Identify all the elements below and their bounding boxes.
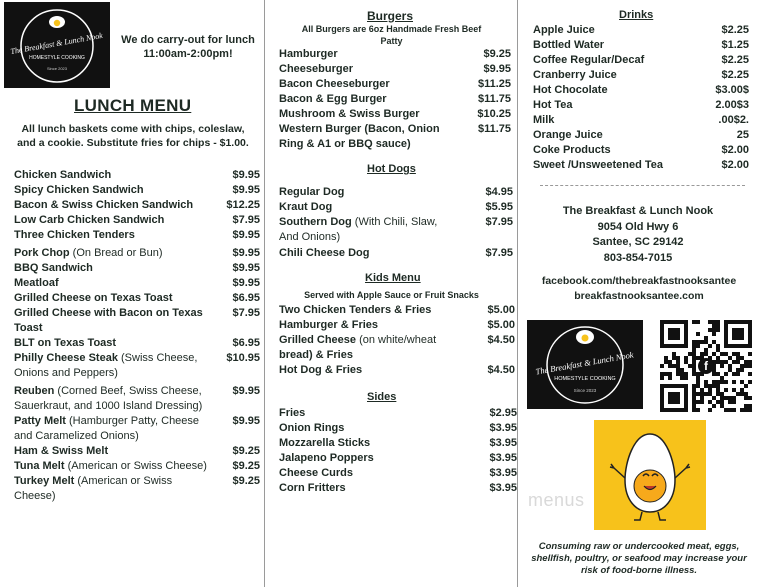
menu-item-name: Mushroom & Swiss Burger <box>279 108 420 120</box>
menu-item-name: Mozzarella Sticks <box>279 437 371 449</box>
menu-item <box>533 98 749 113</box>
menu-item <box>279 406 517 421</box>
menu-item-price: $1.25 <box>721 39 749 51</box>
menu-item-name: Regular Dog <box>279 186 345 198</box>
menu-item-name-cont: bread) & Fries <box>279 349 353 361</box>
menu-item-name: Hot Tea <box>533 99 573 111</box>
menu-item <box>533 143 749 158</box>
menu-item <box>14 336 260 351</box>
menu-item-name: Onion Rings <box>279 422 345 434</box>
menu-item-name: Bacon & Swiss Chicken Sandwich <box>14 199 194 211</box>
menu-item <box>14 459 260 474</box>
restaurant-logo-large <box>527 320 643 409</box>
menu-item-name-cont: Toast <box>14 322 43 334</box>
address-line2: Santee, SC 29142 <box>592 236 684 248</box>
menu-item-price: $9.25 <box>232 475 260 487</box>
menu-item-price: $2.00 <box>721 144 749 156</box>
menu-item-name: Cranberry Juice <box>533 69 617 81</box>
menu-item-price: $10.25 <box>477 108 511 120</box>
menu-item-note: (American or Swiss Cheese) <box>67 460 207 472</box>
menu-item <box>279 481 517 496</box>
intro-line1: All lunch baskets come with chips, coleslaw, <box>21 123 245 135</box>
menu-item <box>279 466 517 481</box>
menu-item <box>14 444 260 459</box>
logo-large-since-text: Since 2023 <box>573 388 597 393</box>
menu-item <box>14 228 260 243</box>
menu-item-price: $6.95 <box>232 292 260 304</box>
disclaimer-line2: shellfish, poultry, or seafood may increase your <box>531 553 747 564</box>
menu-item-price: $9.95 <box>232 169 260 181</box>
menu-item <box>14 198 260 213</box>
menu-item-name: Pork Chop <box>14 247 73 259</box>
menu-item <box>279 215 513 245</box>
menu-item <box>279 436 517 451</box>
menu-item-name: Grilled Cheese on Texas Toast <box>14 292 173 304</box>
food-safety-disclaimer <box>518 541 760 577</box>
menu-item <box>279 318 515 333</box>
menu-item-name: Three Chicken Tenders <box>14 229 135 241</box>
menu-item <box>279 92 511 107</box>
menu-item <box>533 113 749 128</box>
menu-item-name: Philly Cheese Steak <box>14 352 121 364</box>
menu-item-price: $9.95 <box>483 63 511 75</box>
menu-item-price: $12.25 <box>226 199 260 211</box>
menu-item-price: $5.00 <box>487 304 515 316</box>
menu-item-note: (On Bread or Bun) <box>72 247 163 259</box>
menu-item-price: $4.50 <box>487 364 515 376</box>
menu-item <box>279 200 513 215</box>
menu-item-price: $11.25 <box>477 78 511 90</box>
menu-item-name: Kraut Dog <box>279 201 333 213</box>
menu-item-price: $11.75 <box>477 93 511 105</box>
menu-item-price: $7.95 <box>485 216 513 228</box>
menu-item <box>14 261 260 276</box>
business-info <box>518 204 758 266</box>
menu-item <box>279 107 511 122</box>
menu-item-price: $10.95 <box>226 352 260 364</box>
menu-item-price: $9.25 <box>483 48 511 60</box>
kids-subtitle: Served with Apple Sauce or Fruit Snacks <box>304 290 479 300</box>
menu-item-price: $2.25 <box>721 54 749 66</box>
menu-item <box>279 451 517 466</box>
menu-item-name: BBQ Sandwich <box>14 262 93 274</box>
logo-large-script-text: The Breakfast & Lunch Nook <box>534 349 635 377</box>
menu-item-name: Hot Chocolate <box>533 84 608 96</box>
menu-item-price: $4.95 <box>485 186 513 198</box>
menu-item-price: $9.95 <box>232 277 260 289</box>
menu-item-price: $9.95 <box>232 184 260 196</box>
disclaimer-line3: risk of food-borne illness. <box>580 565 698 576</box>
menu-item-price: $2.25 <box>721 24 749 36</box>
menu-item-name: Apple Juice <box>533 24 595 36</box>
menu-item-price: $9.95 <box>232 229 260 241</box>
logo-sub-text: HOMESTYLE COOKING <box>29 55 85 61</box>
menu-item <box>14 213 260 228</box>
menu-item-price: $5.00 <box>487 319 515 331</box>
disclaimer-line1: Consuming raw or undercooked meat, eggs, <box>538 541 740 552</box>
menu-item <box>279 303 515 318</box>
menu-item-name: Western Burger (Bacon, Onion <box>279 123 440 135</box>
menu-item-price: $6.95 <box>232 337 260 349</box>
carryout-line2: 11:00am-2:00pm! <box>143 48 233 60</box>
phone-number: 803-854-7015 <box>603 251 673 264</box>
menu-item-note: (Corned Beef, Swiss Cheese, <box>57 385 202 397</box>
qr-code-icon[interactable] <box>660 320 752 412</box>
menu-item-price: $3.95 <box>489 482 517 494</box>
menu-item <box>279 62 511 77</box>
menu-item <box>14 384 260 414</box>
menu-item <box>533 38 749 53</box>
menu-item-price: $3.95 <box>489 467 517 479</box>
intro-line2: and a cookie. Substitute fries for chips - $1.00. <box>17 137 249 149</box>
burgers-sub-line2: Patty <box>380 36 403 46</box>
menu-item-price: $4.50 <box>487 334 515 346</box>
menu-item-name: Corn Fritters <box>279 482 346 494</box>
menu-item-price: $7.95 <box>232 214 260 226</box>
kids-menu-title: Kids Menu <box>365 272 421 284</box>
menu-item-price: $3.95 <box>489 422 517 434</box>
watermark: menus <box>528 490 585 510</box>
menu-item-price: 2.00$3 <box>715 99 749 111</box>
menu-item <box>279 421 517 436</box>
menu-item-price: $9.95 <box>232 415 260 427</box>
menu-item <box>14 414 260 444</box>
menu-item-price: 25 <box>736 129 749 141</box>
menu-item-name: Two Chicken Tenders & Fries <box>279 304 432 316</box>
menu-item-price: $3.95 <box>489 452 517 464</box>
menu-item-price: $11.75 <box>477 123 511 135</box>
menu-item <box>14 276 260 291</box>
business-name: The Breakfast & Lunch Nook <box>562 205 714 217</box>
menu-item-name: Coffee Regular/Decaf <box>533 54 645 66</box>
menu-item <box>533 158 749 173</box>
menu-item-price: $9.95 <box>232 262 260 274</box>
menu-item <box>14 351 260 381</box>
menu-item-name: Southern Dog <box>279 216 355 228</box>
menu-item-note: (American or Swiss Cheese) <box>14 475 173 502</box>
facebook-icon: f <box>698 358 714 374</box>
menu-item-name: Grilled Cheese <box>279 334 360 346</box>
menu-item-price: $3.00$ <box>715 84 749 96</box>
menu-item-name-cont: And Onions) <box>279 231 341 243</box>
menu-item-name: Hot Dog & Fries <box>279 364 363 376</box>
restaurant-logo <box>4 2 110 88</box>
menu-item-name: Sweet /Unsweetened Tea <box>533 159 664 171</box>
hotdogs-title: Hot Dogs <box>367 163 416 175</box>
menu-item-name: BLT on Texas Toast <box>14 337 117 349</box>
menu-item-name: Patty Melt <box>14 415 70 427</box>
divider-line <box>540 185 745 186</box>
burgers-sub-line1: All Burgers are 6oz Handmade Fresh Beef <box>301 24 482 34</box>
menu-item-note: (Swiss Cheese, <box>121 352 198 364</box>
menu-item-name-cont: Ring & A1 or BBQ sauce) <box>279 138 411 150</box>
menu-item-price: $3.95 <box>489 437 517 449</box>
menu-item <box>279 246 513 261</box>
menu-item <box>533 68 749 83</box>
online-links <box>518 274 760 304</box>
menu-item <box>279 333 515 363</box>
menu-item-name: Spicy Chicken Sandwich <box>14 184 144 196</box>
carryout-notice <box>112 33 264 61</box>
burgers-title: Burgers <box>367 9 414 23</box>
page-title: LUNCH MENU <box>74 96 192 115</box>
menu-item <box>14 306 260 336</box>
menu-item-name: Cheeseburger <box>279 63 353 75</box>
menu-item-price: $5.95 <box>485 201 513 213</box>
menu-item <box>14 474 260 504</box>
menu-item-name: Orange Juice <box>533 129 603 141</box>
menu-item-name: Cheese Curds <box>279 467 353 479</box>
menu-item-name: Milk <box>533 114 555 126</box>
logo-script-text: The Breakfast & Lunch Nook <box>9 30 104 57</box>
menu-item-name: Hamburger & Fries <box>279 319 379 331</box>
menu-item-price: $2.25 <box>721 69 749 81</box>
menu-item <box>279 122 511 152</box>
menu-item-note: (on white/wheat <box>359 334 437 346</box>
menu-item <box>533 128 749 143</box>
menu-item-price: $9.95 <box>232 247 260 259</box>
logo-large-sub-text: HOMESTYLE COOKING <box>554 376 616 382</box>
menu-item-name: Hamburger <box>279 48 338 60</box>
menu-item <box>14 246 260 261</box>
facebook-link[interactable]: facebook.com/thebreakfastnooksantee <box>541 275 737 287</box>
menu-item-name: Chicken Sandwich <box>14 169 112 181</box>
menu-item-price: $7.95 <box>232 307 260 319</box>
menu-item-name: Chili Cheese Dog <box>279 247 370 259</box>
column-divider-left <box>264 0 265 587</box>
menu-item-name: Jalapeno Poppers <box>279 452 374 464</box>
menu-item-name: Ham & Swiss Melt <box>14 445 109 457</box>
website-link[interactable]: breakfastnooksantee.com <box>574 290 704 302</box>
menu-item-name: Coke Products <box>533 144 611 156</box>
menu-item <box>279 47 511 62</box>
logo-since-text: Since 2023 <box>46 66 68 71</box>
menu-item-name-cont: Sauerkraut, and 1000 Island Dressing) <box>14 400 203 412</box>
menu-item-price: $2.00 <box>721 159 749 171</box>
menu-item <box>533 83 749 98</box>
menu-item-name: Fries <box>279 407 306 419</box>
menu-item-name: Bacon & Egg Burger <box>279 93 387 105</box>
address-line1: 9054 Old Hwy 6 <box>597 220 679 233</box>
egg-mascot-icon <box>594 420 706 530</box>
menu-item <box>14 168 260 183</box>
menu-item <box>279 363 515 378</box>
menu-item <box>279 77 511 92</box>
menu-item <box>533 53 749 68</box>
menu-item-name: Low Carb Chicken Sandwich <box>14 214 165 226</box>
carryout-line1: We do carry-out for lunch <box>121 34 255 46</box>
menu-item-price: .00$2. <box>718 114 749 126</box>
menu-item-name: Meatloaf <box>14 277 59 289</box>
menu-item-note: (Hamburger Patty, Cheese <box>69 415 200 427</box>
menu-item <box>14 291 260 306</box>
menu-item-price: $2.95 <box>489 407 517 419</box>
menu-item-name: Turkey Melt <box>14 475 78 487</box>
lunch-intro <box>0 122 266 150</box>
menu-item-name: Bacon Cheeseburger <box>279 78 390 90</box>
burgers-subtitle <box>266 23 517 47</box>
menu-item-name: Grilled Cheese with Bacon on Texas <box>14 307 203 319</box>
sides-title: Sides <box>367 391 397 403</box>
menu-item-name-cont: and Caramelized Onions) <box>14 430 139 442</box>
drinks-title: Drinks <box>619 9 654 21</box>
menu-item-price: $9.95 <box>232 385 260 397</box>
menu-item <box>14 183 260 198</box>
menu-item-price: $9.25 <box>232 445 260 457</box>
menu-item-note: (With Chili, Slaw, <box>354 216 438 228</box>
menu-item-price: $9.25 <box>232 460 260 472</box>
menu-item-name: Tuna Melt <box>14 460 68 472</box>
menu-item-name: Reuben <box>14 385 58 397</box>
menu-item <box>279 185 513 200</box>
menu-item-price: $7.95 <box>485 247 513 259</box>
menu-item-name: Bottled Water <box>533 39 605 51</box>
menu-item-name-cont: Onions and Peppers) <box>14 367 118 379</box>
menu-item <box>533 23 749 38</box>
